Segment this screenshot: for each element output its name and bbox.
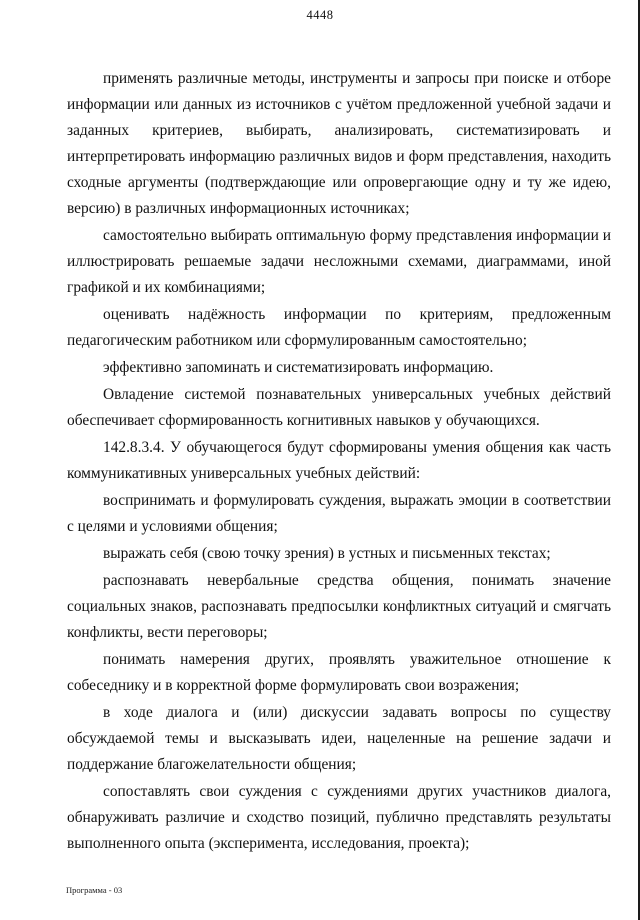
page-footer: Программа - 03 (66, 885, 123, 895)
paragraph: сопоставлять свои суждения с суждениями других участников диалога, обнаруживать различие и сходство позиций, публично представлять результаты выполненного опыта (эксперимента, исследования, проекта); (67, 783, 611, 852)
paragraph: воспринимать и формулировать суждения, выражать эмоции в соответствии с целями и условиями общения; (67, 492, 611, 535)
paragraph: эффективно запоминать и систематизировать информацию. (103, 359, 494, 376)
paragraph: понимать намерения других, проявлять уважительное отношение к собеседнику и в корректной форме формулировать свои возражения; (67, 651, 611, 694)
paragraph: оценивать надёжность информации по критериям, предложенным педагогическим работником или сформулированным самостоятельно; (67, 306, 611, 349)
document-body (67, 66, 611, 857)
paragraph: 142.8.3.4. У обучающегося будут сформированы умения общения как часть коммуникативных универсальных учебных действий: (67, 439, 611, 482)
page-number: 4448 (306, 8, 334, 22)
paragraph: применять различные методы, инструменты и запросы при поиске и отборе информации или данных из источников с учётом предложенной учебной задачи и заданных критериев, выбирать, анализировать, систематизировать и интерпретировать информацию различных видов и форм представления, находить сходные аргументы (подтверждающие или опровергающие одну и ту же идею, версию) в различных информационных источниках; (67, 70, 611, 217)
paragraph: самостоятельно выбирать оптимальную форму представления информации и иллюстрировать решаемые задачи несложными схемами, диаграммами, иной графикой и их комбинациями; (67, 227, 611, 296)
paragraph: Овладение системой познавательных универсальных учебных действий обеспечивает сформированность когнитивных навыков у обучающихся. (67, 386, 611, 429)
paragraph: выражать себя (свою точку зрения) в устных и письменных текстах; (103, 545, 551, 562)
paragraph: в ходе диалога и (или) дискуссии задавать вопросы по существу обсуждаемой темы и высказывать идеи, нацеленные на решение задачи и поддержание благожелательности общения; (67, 704, 611, 773)
paragraph: распознавать невербальные средства общения, понимать значение социальных знаков, распознавать предпосылки конфликтных ситуаций и смягчать конфликты, вести переговоры; (67, 572, 611, 641)
